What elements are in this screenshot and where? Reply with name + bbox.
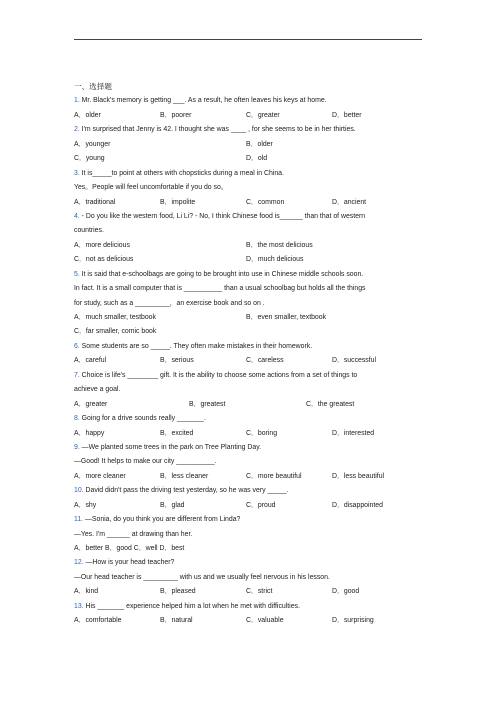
answer-option: C．strict xyxy=(246,588,273,596)
question-document xyxy=(74,80,424,629)
question-stem-text: Mr. Black's memory is getting ___. As a result, he often leaves his keys at home. xyxy=(81,97,327,105)
answer-option: C．young xyxy=(74,155,105,163)
question-stem-line xyxy=(74,181,424,195)
options-row xyxy=(74,427,424,441)
answer-option: D．old xyxy=(246,155,268,163)
question-stem-line xyxy=(74,282,424,296)
answer-option: A．much smaller, testbook xyxy=(74,314,156,321)
answer-option: C．valuable xyxy=(246,617,284,625)
question-stem-line xyxy=(74,441,424,455)
question-number: 12. xyxy=(74,559,84,567)
answer-option: D．much delicious xyxy=(246,256,304,264)
question-stem-text: —How is your head teacher? xyxy=(85,559,175,567)
question-stem-text: - Do you like the western food, Li Li? - No, I think Chinese food is______ than that of western xyxy=(81,212,366,220)
answer-option: C．boring xyxy=(246,429,278,437)
question-number: 8. xyxy=(74,415,80,423)
answer-option: C．proud xyxy=(246,501,276,509)
answer-option: D．disappointed xyxy=(332,501,383,509)
answer-option: B．good xyxy=(105,545,132,552)
question-stem-line xyxy=(74,167,424,181)
question-stem-text: In fact. It is a small computer that is __________ than a usual schoolbag but holds all the things xyxy=(74,285,366,293)
question-number: 5. xyxy=(74,270,80,278)
question-stem-line xyxy=(74,455,424,469)
question-number: 11. xyxy=(74,516,84,524)
answer-option: B．less cleaner xyxy=(160,472,209,480)
options-row xyxy=(74,196,424,210)
answer-option: A．traditional xyxy=(74,198,116,206)
question-stem-text: Yes。People will feel uncomfortable if you do so。 xyxy=(74,184,228,192)
question-stem-text: Going for a drive sounds really _______. xyxy=(81,415,206,423)
answer-option: B．pleased xyxy=(160,588,196,596)
options-row xyxy=(74,253,424,267)
answer-option: C．well xyxy=(133,545,158,552)
options-row xyxy=(74,542,424,556)
options-row xyxy=(74,470,424,484)
question-number: 2. xyxy=(74,126,80,134)
options-row xyxy=(74,499,424,513)
answer-option: B．greatest xyxy=(189,400,226,408)
section-title: 一、选择题 xyxy=(74,82,112,91)
question-stem-line xyxy=(74,556,424,570)
answer-option: C．greater xyxy=(246,111,280,119)
question-stem-line xyxy=(74,513,424,527)
question-stem-text: It is said that e-schoolbags are going to be brought into use in Chinese middle schools soon. xyxy=(81,270,364,278)
question-stem-line xyxy=(74,297,424,311)
answer-option: B．impolite xyxy=(160,198,196,206)
answer-option: A．more cleaner xyxy=(74,472,126,480)
question-stem-text: —Yes. I'm ______ at drawing than her. xyxy=(74,530,193,538)
answer-option: A．younger xyxy=(74,140,111,148)
question-stem-line xyxy=(74,340,424,354)
answer-option: A．better xyxy=(74,545,104,552)
question-stem-line xyxy=(74,123,424,137)
answer-option: D．good xyxy=(332,588,360,596)
answer-option: C．more beautiful xyxy=(246,472,302,480)
answer-option: D．surprising xyxy=(332,617,374,625)
question-stem-line xyxy=(74,528,424,542)
question-stem-text: for study, such as a _________，an exercise book and so on . xyxy=(74,299,265,307)
question-stem-text: —Good! It helps to make our city __________. xyxy=(74,458,217,466)
question-stem-text: It is_____to point at others with chopsticks during a meal in China. xyxy=(81,169,284,177)
answer-option: C．common xyxy=(246,198,285,206)
question-number: 10. xyxy=(74,487,84,495)
answer-option: B．older xyxy=(246,140,273,148)
answer-option: B．natural xyxy=(160,617,193,625)
options-row xyxy=(74,398,424,412)
question-stem-text: —Our head teacher is _________ with us and we usually feel nervous in his lesson. xyxy=(74,573,330,581)
answer-option: D．ancient xyxy=(332,198,367,206)
answer-option: C．far smaller, comic book xyxy=(74,328,157,336)
question-stem-text: —Sonia, do you think you are different from Linda? xyxy=(85,516,241,524)
answer-option: B．even smaller, textbook xyxy=(246,314,327,321)
options-row xyxy=(74,585,424,599)
question-stem-text: Some students are so _____. They often make mistakes in their homework. xyxy=(81,342,313,350)
answer-option: C．careless xyxy=(246,357,284,365)
options-row xyxy=(74,109,424,123)
answer-option: B．serious xyxy=(160,357,194,365)
options-row xyxy=(74,311,424,325)
question-number: 9. xyxy=(74,443,80,451)
question-number: 7. xyxy=(74,371,80,379)
question-stem-line xyxy=(74,224,424,238)
question-stem-line xyxy=(74,369,424,383)
answer-option: B．excited xyxy=(160,429,194,437)
question-stem-text: Choice is life's ________ gift. It is the ability to choose some actions from a set of things to xyxy=(81,371,358,379)
question-number: 6. xyxy=(74,342,80,350)
answer-option: A．more delicious xyxy=(74,241,130,249)
question-stem-text: —We planted some trees in the park on Tree Planting Day. xyxy=(81,443,262,451)
question-stem-text: achieve a goal. xyxy=(74,386,121,394)
answer-option: A．kind xyxy=(74,588,99,596)
answer-option: D．best xyxy=(159,545,185,552)
options-row xyxy=(74,354,424,368)
question-stem-line xyxy=(74,412,424,426)
question-number: 4. xyxy=(74,212,80,220)
answer-option: C．not as delicious xyxy=(74,256,134,264)
question-stem-text: David didn't pass the driving test yesterday, so he was very _____. xyxy=(85,487,289,495)
answer-option: B．glad xyxy=(160,501,185,509)
question-stem-line xyxy=(74,571,424,585)
options-row xyxy=(74,325,424,339)
answer-option: A．happy xyxy=(74,429,105,437)
options-row xyxy=(74,152,424,166)
answer-option: D．better xyxy=(332,111,362,119)
answer-option: A．older xyxy=(74,111,101,119)
answer-option: A．shy xyxy=(74,501,97,509)
answer-option: A．careful xyxy=(74,357,107,365)
answer-option: C．the greatest xyxy=(306,400,355,408)
question-stem-line xyxy=(74,210,424,224)
answer-option: B．the most delicious xyxy=(246,241,313,249)
question-stem-line xyxy=(74,94,424,108)
question-stem-line xyxy=(74,484,424,498)
answer-option: D．interested xyxy=(332,429,375,437)
question-stem-line xyxy=(74,600,424,614)
question-stem-text: I'm surprised that Jenny is 42. I thought she was ____ , for she seems to be in her thirties. xyxy=(81,126,356,134)
question-stem-text: His _______ experience helped him a lot when he met with difficulties. xyxy=(85,602,300,610)
answer-option: D．successful xyxy=(332,357,377,365)
options-row xyxy=(74,614,424,628)
answer-option: B．poorer xyxy=(160,111,192,119)
answer-option: A．comfortable xyxy=(74,617,122,625)
question-stem-line xyxy=(74,268,424,282)
answer-option: A．greater xyxy=(74,400,108,408)
question-stem-line xyxy=(74,383,424,397)
question-number: 13. xyxy=(74,602,84,610)
options-row xyxy=(74,239,424,253)
options-row xyxy=(74,138,424,152)
question-stem-text: countries. xyxy=(74,227,104,235)
header-rule xyxy=(74,39,422,40)
question-number: 3. xyxy=(74,169,80,177)
question-number: 1. xyxy=(74,97,80,105)
answer-option: D．less beautiful xyxy=(332,472,385,480)
